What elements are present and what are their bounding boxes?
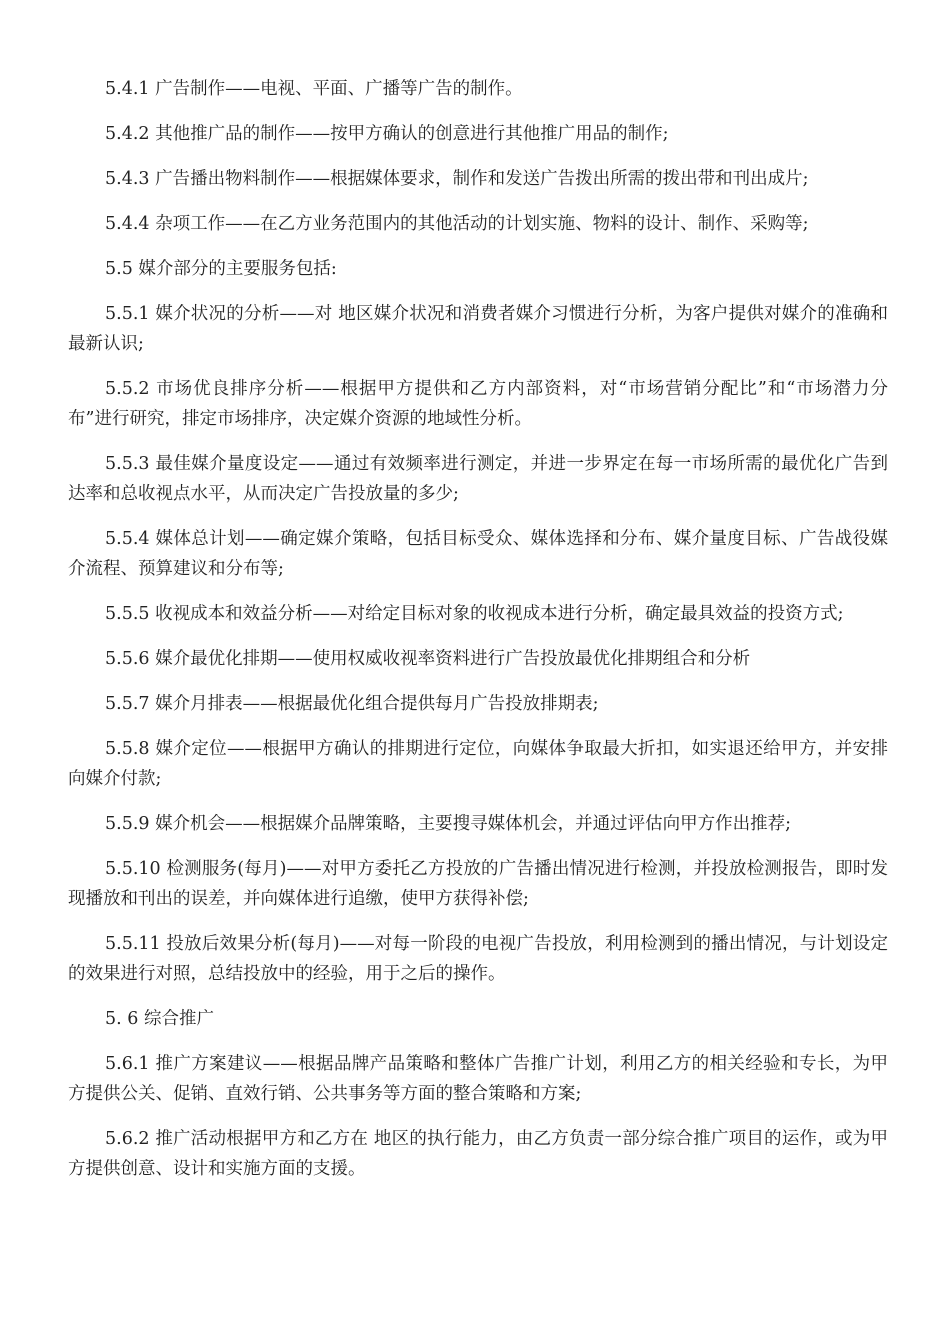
paragraph-5-4-1: 5.4.1 广告制作——电视、平面、广播等广告的制作。 <box>105 79 523 99</box>
paragraph-5-5-1: 5.5.1 媒介状况的分析——对 地区媒介状况和消费者媒介习惯进行分析，为客户提供对媒介的准确和最新认识; <box>68 304 888 354</box>
document-body <box>68 74 888 1199</box>
section-heading-5-6: 5. 6 综合推广 <box>105 1009 214 1029</box>
paragraph-5-5-2: 5.5.2 市场优良排序分析——根据甲方提供和乙方内部资料，对“市场营销分配比”和“市场潜力分布”进行研究，排定市场排序，决定媒介资源的地域性分析。 <box>68 379 888 429</box>
paragraph-5-4-2: 5.4.2 其他推广品的制作——按甲方确认的创意进行其他推广用品的制作; <box>105 124 669 144</box>
section-heading-5-5: 5.5 媒介部分的主要服务包括: <box>105 259 337 279</box>
paragraph-5-4-4: 5.4.4 杂项工作——在乙方业务范围内的其他活动的计划实施、物料的设计、制作、采购等; <box>105 214 809 234</box>
paragraph-5-5-8: 5.5.8 媒介定位——根据甲方确认的排期进行定位，向媒体争取最大折扣，如实退还给甲方，并安排向媒介付款; <box>68 739 888 789</box>
paragraph-5-6-2: 5.6.2 推广活动根据甲方和乙方在 地区的执行能力，由乙方负责一部分综合推广项目的运作，或为甲方提供创意、设计和实施方面的支援。 <box>68 1129 888 1179</box>
paragraph-5-5-7: 5.5.7 媒介月排表——根据最优化组合提供每月广告投放排期表; <box>105 694 599 714</box>
paragraph-5-5-6: 5.5.6 媒介最优化排期——使用权威收视率资料进行广告投放最优化排期组合和分析 <box>105 649 751 669</box>
paragraph-5-5-9: 5.5.9 媒介机会——根据媒介品牌策略，主要搜寻媒体机会，并通过评估向甲方作出推荐; <box>105 814 791 834</box>
paragraph-5-5-3: 5.5.3 最佳媒介量度设定——通过有效频率进行测定，并进一步界定在每一市场所需的最优化广告到达率和总收视点水平，从而决定广告投放量的多少; <box>68 454 888 504</box>
paragraph-5-5-5: 5.5.5 收视成本和效益分析——对给定目标对象的收视成本进行分析，确定最具效益的投资方式; <box>105 604 844 624</box>
paragraph-5-5-10: 5.5.10 检测服务(每月)——对甲方委托乙方投放的广告播出情况进行检测，并投放检测报告，即时发现播放和刊出的误差，并向媒体进行追缴，使甲方获得补偿; <box>68 859 888 909</box>
paragraph-5-5-4: 5.5.4 媒体总计划——确定媒介策略，包括目标受众、媒体选择和分布、媒介量度目标、广告战役媒介流程、预算建议和分布等; <box>68 529 888 579</box>
paragraph-5-4-3: 5.4.3 广告播出物料制作——根据媒体要求，制作和发送广告拨出所需的拨出带和刊出成片; <box>105 169 809 189</box>
paragraph-5-5-11: 5.5.11 投放后效果分析(每月)——对每一阶段的电视广告投放，利用检测到的播出情况，与计划设定的效果进行对照，总结投放中的经验，用于之后的操作。 <box>68 934 888 984</box>
paragraph-5-6-1: 5.6.1 推广方案建议——根据品牌产品策略和整体广告推广计划，利用乙方的相关经验和专长，为甲方提供公关、促销、直效行销、公共事务等方面的整合策略和方案; <box>68 1054 888 1104</box>
